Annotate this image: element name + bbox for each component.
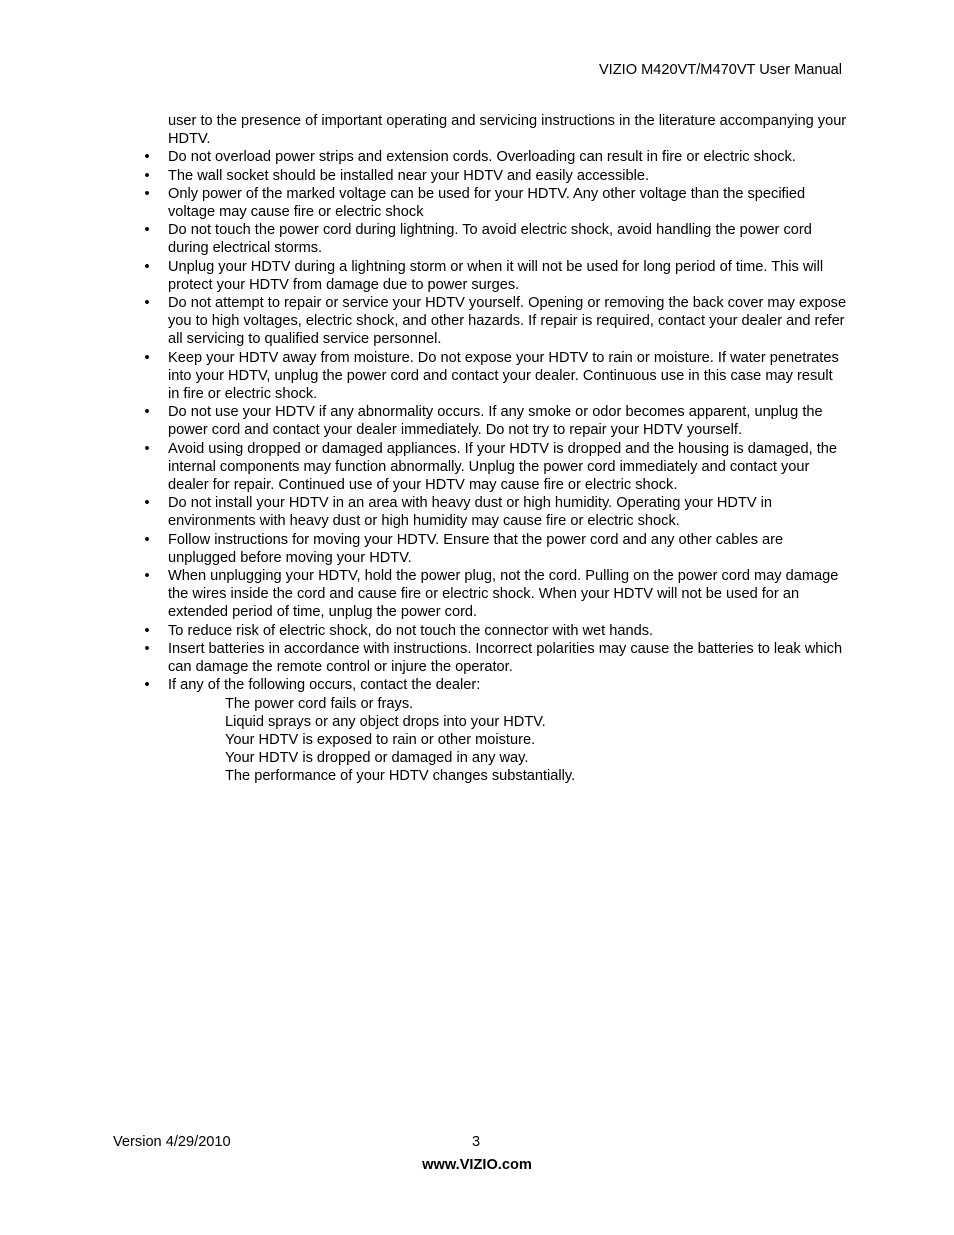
bullet-icon: • [144, 295, 150, 312]
list-item [144, 167, 848, 185]
list-item [144, 531, 848, 567]
safety-bullet-list [144, 148, 848, 785]
safety-instructions-body [144, 112, 848, 786]
list-item [144, 567, 848, 622]
bullet-icon: • [144, 440, 150, 457]
list-item [144, 258, 848, 294]
bullet-icon: • [144, 167, 150, 184]
bullet-text: Insert batteries in accordance with instructions. Incorrect polarities may cause the batteries to leak which can damage the remote control or injure the operator. [168, 640, 843, 676]
bullet-icon: • [144, 222, 150, 239]
bullet-text: The wall socket should be installed near your HDTV and easily accessible. [168, 167, 650, 184]
bullet-text: Avoid using dropped or damaged appliances. If your HDTV is dropped and the housing is damaged, the internal components may function abnormally. Unplug the power cord immediately and contact your dealer for repair. Continued use of your HDTV may cause fire or electric shock. [168, 440, 838, 494]
bullet-icon: • [144, 404, 150, 421]
sub-list-item: The power cord fails or frays. [225, 695, 414, 712]
bullet-text: When unplugging your HDTV, hold the power plug, not the cord. Pulling on the power cord may damage the wires inside the cord and cause fire or electric shock. When your HDTV will not be used for an extended period of time, unplug the power cord. [168, 568, 839, 621]
bullet-text: Do not overload power strips and extension cords. Overloading can result in fire or electric shock. [168, 149, 796, 166]
sub-list-item: Your HDTV is dropped or damaged in any way. [225, 750, 529, 767]
list-item [144, 349, 848, 404]
list-item [144, 403, 848, 439]
list-item [144, 221, 848, 257]
bullet-text: Do not install your HDTV in an area with heavy dust or high humidity. Operating your HDTV in environments with heavy dust or high humidity may cause fire or electric shock. [168, 495, 773, 530]
dealer-conditions-list [168, 695, 848, 786]
list-item [144, 148, 848, 166]
page-header-title: VIZIO M420VT/M470VT User Manual [598, 62, 842, 78]
bullet-icon: • [144, 531, 150, 548]
bullet-text: Only power of the marked voltage can be used for your HDTV. Any other voltage than the specified voltage may cause fire or electric shock [168, 185, 806, 221]
bullet-icon: • [144, 185, 150, 202]
list-item [144, 494, 848, 530]
bullet-icon: • [144, 349, 150, 366]
bullet-icon: • [144, 495, 150, 512]
bullet-text: Unplug your HDTV during a lightning storm or when it will not be used for long period of time. This will protect your HDTV from damage due to power surges. [168, 258, 824, 293]
bullet-text: If any of the following occurs, contact the dealer: [168, 677, 481, 694]
list-item [144, 622, 848, 640]
bullet-icon: • [144, 640, 150, 657]
bullet-text: Follow instructions for moving your HDTV. Ensure that the power cord and any other cables are unplugged before moving your HDTV. [168, 531, 784, 566]
list-item [144, 294, 848, 349]
sub-list-item: Your HDTV is exposed to rain or other moisture. [225, 731, 536, 748]
bullet-text: Do not touch the power cord during lightning. To avoid electric shock, avoid handling the power cord during electrical storms. [168, 222, 812, 257]
page-number: 3 [472, 1134, 481, 1150]
list-item [144, 440, 848, 495]
bullet-text: Do not use your HDTV if any abnormality occurs. If any smoke or odor becomes apparent, unplug the power cord and contact your dealer immediately. Do not try to repair your HDTV yourself. [168, 404, 823, 439]
bullet-icon: • [144, 258, 150, 275]
list-item [144, 185, 848, 221]
list-item [144, 640, 848, 676]
bullet-text: Do not attempt to repair or service your HDTV yourself. Opening or removing the back cover may expose you to high voltages, electric shock, and other hazards. If repair is required, contact your dealer and refer all servicing to qualified service personnel. [168, 295, 847, 348]
footer-version: Version 4/29/2010 [113, 1134, 231, 1150]
bullet-icon: • [144, 622, 150, 639]
sub-list-item: The performance of your HDTV changes substantially. [225, 768, 576, 785]
list-item [144, 676, 848, 785]
bullet-icon: • [144, 677, 150, 694]
footer-website-url: www.VIZIO.com [422, 1157, 532, 1173]
bullet-icon: • [144, 149, 150, 166]
intro-paragraph: user to the presence of important operating and servicing instructions in the literature accompanying your HDTV. [168, 113, 847, 148]
bullet-text: Keep your HDTV away from moisture. Do not expose your HDTV to rain or moisture. If water penetrates into your HDTV, unplug the power cord and contact your dealer. Continuous use in this case may result in fire or electric shock. [168, 349, 839, 403]
sub-list-item: Liquid sprays or any object drops into your HDTV. [225, 713, 546, 730]
bullet-text: To reduce risk of electric shock, do not touch the connector with wet hands. [168, 622, 654, 639]
bullet-icon: • [144, 568, 150, 585]
